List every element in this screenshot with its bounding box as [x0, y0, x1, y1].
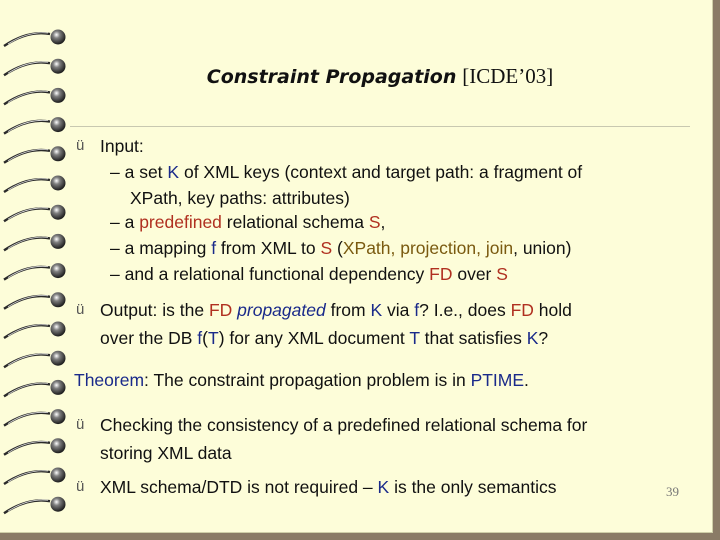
- input-line-xpath: XPath, key paths: attributes): [130, 188, 350, 208]
- xpath-projection-join: XPath, projection, join: [342, 238, 514, 258]
- spiral-hole: [51, 351, 66, 366]
- spiral-wire-highlight: [8, 91, 48, 102]
- slide-title: [80, 64, 680, 89]
- spiral-wire-highlight: [8, 500, 48, 511]
- spiral-wire-highlight: [8, 33, 48, 44]
- bullet-consistency-line-1: Checking the consistency of a predefined relational schema for: [100, 415, 588, 435]
- theorem-word: Theorem: [74, 370, 145, 390]
- spiral-wire-highlight: [8, 471, 48, 482]
- spiral-wire-highlight: [8, 266, 48, 277]
- bullet-schema-not-required: XML schema/DTD is not required – K is the only semantics: [100, 477, 557, 497]
- input-line-fd: – and a relational functional dependency FD over S: [110, 264, 508, 284]
- key-K: K: [167, 162, 180, 182]
- title-main: Constraint Propagation: [206, 66, 457, 88]
- propagated-word: propagated: [237, 300, 326, 320]
- check-icon: ü: [76, 301, 85, 318]
- spiral-wire-highlight: [8, 150, 48, 161]
- spiral-hole: [51, 380, 66, 395]
- spiral-binding: [0, 22, 70, 522]
- spiral-wire-highlight: [8, 120, 48, 131]
- spiral-wire-highlight: [8, 354, 48, 365]
- input-heading: Input:: [100, 136, 144, 156]
- input-line-mapping: – a mapping f from XML to S (XPath, projection, join, union): [110, 238, 572, 258]
- mapping-f: f: [211, 238, 217, 258]
- spiral-wire-highlight: [8, 383, 48, 394]
- spiral-wire-highlight: [8, 179, 48, 190]
- spiral-hole: [51, 117, 66, 132]
- output-line-2: over the DB f(T) for any XML document T that satisfies K?: [100, 328, 549, 348]
- page-number: 39: [666, 484, 679, 499]
- spiral-hole: [51, 59, 66, 74]
- spiral-hole: [51, 205, 66, 220]
- spiral-hole: [51, 30, 66, 45]
- spiral-wire-highlight: [8, 237, 48, 248]
- spiral-hole: [51, 409, 66, 424]
- spiral-wire-highlight: [8, 208, 48, 219]
- check-icon: ü: [76, 137, 85, 154]
- spiral-hole: [51, 88, 66, 103]
- title-reference: [ICDE’03]: [462, 64, 554, 88]
- spiral-wire-highlight: [8, 325, 48, 336]
- input-line-schema: – a predefined relational schema S,: [110, 212, 386, 232]
- spiral-wire-highlight: [8, 296, 48, 307]
- bullet-consistency-line-2: storing XML data: [100, 443, 232, 463]
- predefined-word: predefined: [139, 212, 222, 232]
- spiral-hole: [51, 497, 66, 512]
- spiral-hole: [51, 263, 66, 278]
- ptime-word: PTIME: [470, 370, 525, 390]
- check-icon: ü: [76, 478, 85, 495]
- spiral-wire-highlight: [8, 412, 48, 423]
- theorem-statement: Theorem: The constraint propagation problem is in PTIME.: [74, 370, 529, 390]
- spiral-hole: [51, 146, 66, 161]
- input-line-keys: – a set K of XML keys (context and target path: a fragment of: [110, 162, 583, 182]
- schema-S: S: [368, 212, 381, 232]
- spiral-hole: [51, 322, 66, 337]
- spiral-hole: [51, 176, 66, 191]
- title-divider: [70, 126, 690, 127]
- output-line-1: Output: is the FD propagated from K via f? I.e., does FD hold: [100, 300, 572, 320]
- spiral-hole: [51, 438, 66, 453]
- fd-label: FD: [429, 264, 453, 284]
- spiral-wire-highlight: [8, 442, 48, 453]
- spiral-hole: [51, 292, 66, 307]
- spiral-wire-highlight: [8, 62, 48, 73]
- check-icon: ü: [76, 416, 85, 433]
- spiral-hole: [51, 468, 66, 483]
- spiral-hole: [51, 234, 66, 249]
